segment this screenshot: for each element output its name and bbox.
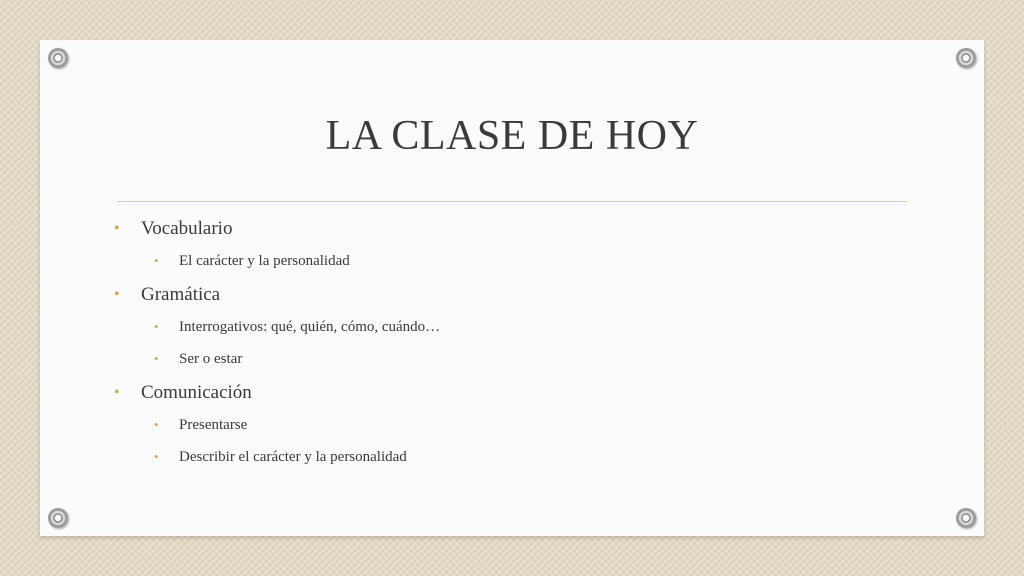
sub-bullet-label: El carácter y la personalidad bbox=[179, 253, 350, 269]
section-heading-label: Gramática bbox=[141, 284, 221, 305]
title-divider bbox=[117, 201, 907, 202]
bullet-icon: • bbox=[154, 319, 159, 334]
bullet-list bbox=[114, 216, 894, 478]
section-heading-label: Vocabulario bbox=[141, 218, 233, 239]
bullet-icon: • bbox=[114, 384, 120, 401]
section-heading-label: Comunicación bbox=[141, 382, 252, 403]
sub-bullet-label: Ser o estar bbox=[179, 351, 243, 367]
section-heading-vocabulario bbox=[114, 216, 894, 242]
bullet-icon: • bbox=[114, 220, 120, 237]
pushpin-icon bbox=[956, 508, 976, 528]
sub-bullet-item bbox=[114, 250, 894, 272]
pushpin-icon bbox=[956, 48, 976, 68]
sub-bullet-label: Presentarse bbox=[179, 417, 248, 433]
slide-card bbox=[40, 40, 984, 536]
section-heading-comunicacion bbox=[114, 380, 894, 406]
section-heading-gramatica bbox=[114, 282, 894, 308]
bullet-icon: • bbox=[154, 253, 159, 268]
bullet-icon: • bbox=[154, 417, 159, 432]
bullet-icon: • bbox=[154, 449, 159, 464]
pushpin-icon bbox=[48, 48, 68, 68]
pushpin-icon bbox=[48, 508, 68, 528]
sub-bullet-item bbox=[114, 316, 894, 338]
sub-bullet-item bbox=[114, 446, 894, 468]
bullet-icon: • bbox=[114, 286, 120, 303]
slide-title: LA CLASE DE HOY bbox=[325, 113, 699, 159]
sub-bullet-label: Interrogativos: qué, quién, cómo, cuándo… bbox=[179, 319, 441, 335]
sub-bullet-label: Describir el carácter y la personalidad bbox=[179, 449, 407, 465]
sub-bullet-item bbox=[114, 348, 894, 370]
sub-bullet-item bbox=[114, 414, 894, 436]
bullet-icon: • bbox=[154, 351, 159, 366]
